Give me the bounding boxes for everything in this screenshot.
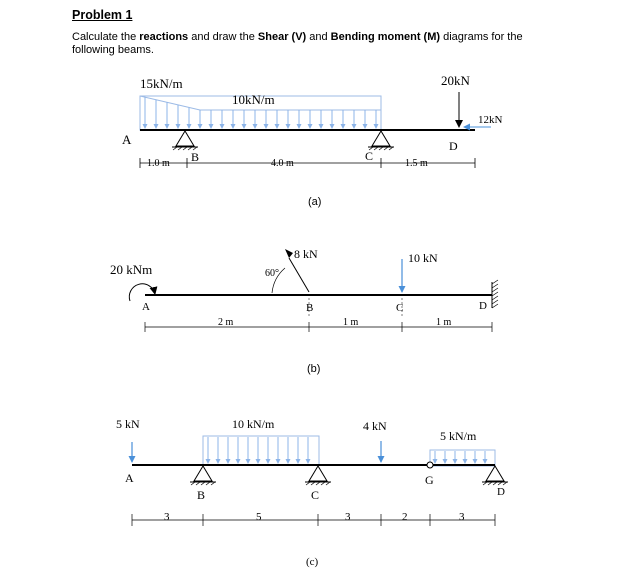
beam-c-label-4kn: 4 kN [363, 419, 387, 433]
beam-c-diagram [116, 417, 508, 568]
beam-c-dim-5: 3 [459, 511, 465, 523]
beam-c-point-b: B [197, 488, 206, 502]
beam-a-label-15: 15kN/m [140, 76, 183, 91]
problem-title: Problem 1 [72, 8, 133, 22]
problem-statement: Calculate the reactions and draw the Shear (V) and Bending moment (M) diagrams for the following beams. [72, 31, 523, 56]
beam-b-label-8kn: 8 kN [294, 247, 318, 261]
beam-b-point-b: B [306, 302, 314, 314]
beam-b-dim-2: 1 m [343, 317, 359, 328]
beam-b-dim-1: 2 m [218, 317, 234, 328]
beam-b-8kn-line [289, 258, 309, 292]
beam-c-dim-1: 3 [164, 511, 170, 523]
beam-a-dim-1: 1.0 m [147, 158, 170, 169]
beam-a-support-c [368, 131, 394, 150]
beam-c-point-g: G [425, 473, 434, 487]
beam-c-dim-2: 5 [256, 511, 262, 523]
beam-c-point-c: C [311, 488, 320, 502]
beam-c-point-d: D [497, 486, 505, 498]
beam-c-label-5knm: 5 kN/m [440, 429, 477, 443]
beam-a-label-12: 12kN [478, 114, 503, 126]
beam-a-point-a: A [122, 132, 132, 147]
beam-c-caption: (c) [306, 556, 319, 568]
beam-a-point-d: D [449, 139, 458, 153]
beam-c-dim-3: 3 [345, 511, 351, 523]
beam-b-label-10kn: 10 kN [408, 251, 438, 265]
beam-a-dim-3: 1.5 m [405, 158, 428, 169]
beam-a-label-20: 20kN [441, 73, 470, 88]
beam-a-support-b [172, 131, 198, 150]
beam-c-hinge-g [427, 462, 433, 468]
beam-c-dim-4: 2 [402, 511, 408, 523]
beam-c-label-10knm: 10 kN/m [232, 417, 275, 431]
beam-b-point-d: D [479, 300, 487, 312]
beam-a-label-10: 10kN/m [232, 92, 275, 107]
beam-b-caption: (b) [307, 363, 321, 375]
beam-b-dim-3: 1 m [436, 317, 452, 328]
beam-b-point-a: A [142, 301, 150, 313]
beam-c-support-b [190, 466, 216, 485]
beam-c-support-d [482, 466, 508, 485]
beam-b-fixed-support-d [492, 280, 498, 308]
beam-b-moment-arrow [129, 284, 155, 301]
beam-c-label-5kn: 5 kN [116, 417, 140, 431]
beam-a-point-c: C [365, 149, 374, 163]
beam-c-udl-10 [203, 436, 319, 465]
beam-b-label-angle: 60° [265, 268, 279, 279]
beam-b-diagram [110, 247, 498, 375]
beam-c-point-a: A [125, 471, 134, 485]
beam-a-dim-2: 4.0 m [271, 158, 294, 169]
beam-a-diagram [122, 73, 503, 208]
beam-a-point-b: B [191, 150, 200, 164]
beam-c-support-c [305, 466, 331, 485]
beam-a-caption: (a) [308, 196, 322, 208]
beam-b-label-moment: 20 kNm [110, 262, 153, 277]
beam-b-point-c: C [396, 302, 404, 314]
